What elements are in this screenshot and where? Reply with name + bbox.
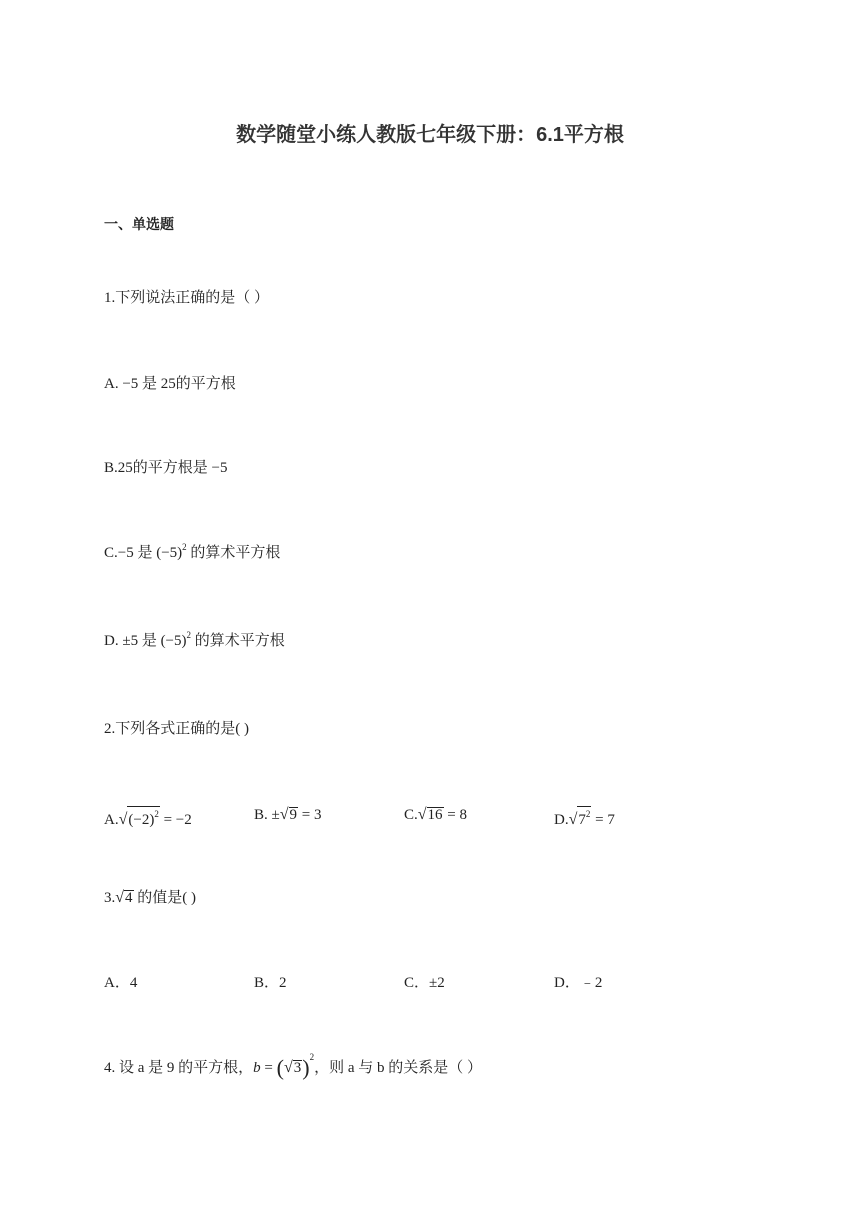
radicand: 3 <box>293 1060 302 1076</box>
radicand: 4 <box>125 890 133 906</box>
radical-icon: √ <box>568 811 578 828</box>
question-3-stem: 3.√4 的值是( ) <box>104 889 197 906</box>
option-label: A. <box>104 812 119 828</box>
exponent: 2 <box>309 1052 315 1062</box>
open-paren: ( <box>276 1055 284 1080</box>
question-3-option-a: A．4 <box>104 975 138 991</box>
section-heading: 一、单选题 <box>104 216 174 232</box>
question-3-option-c: C．±2 <box>404 975 445 991</box>
equation-rest: = 7 <box>591 812 615 828</box>
page-title: 数学随堂小练人教版七年级下册：6.1平方根 <box>236 124 624 146</box>
option-c-text: C.−5 是 (−5) <box>104 545 183 561</box>
radical-icon: √ <box>417 806 427 823</box>
radical-icon: √ <box>118 811 128 828</box>
question-4-stem: 4. 设 a 是 9 的平方根，$b = (√3)^2$，则 a 与 b 的关系是（ ） <box>104 1052 482 1080</box>
question-3-option-d: D．﹣2 <box>554 975 603 991</box>
radicand: $(-2)^2$ <box>127 806 159 828</box>
option-label: D. <box>554 812 569 828</box>
question-1-option-c <box>104 541 280 562</box>
question-1-option-d <box>104 629 285 650</box>
question-1-stem: 1.下列说法正确的是（ ） <box>104 290 270 306</box>
equation-rest: = 8 <box>443 807 468 823</box>
equation-rest: = −2 <box>159 812 192 828</box>
radical-icon: √ <box>279 806 289 823</box>
variable-b: b <box>253 1060 261 1076</box>
question-2-option-a <box>104 806 192 829</box>
radicand: $7^2$ <box>577 806 591 828</box>
exponent: 2 <box>182 542 187 552</box>
option-d-text: D. ±5 是 (−5) <box>104 633 187 649</box>
option-d-suffix: 的算术平方根 <box>191 633 285 649</box>
question-3-option-b: B．2 <box>254 975 287 991</box>
question-1-option-a: A. −5 是 25的平方根 <box>104 376 236 392</box>
exponent: 2 <box>186 630 192 640</box>
question-2-option-b <box>254 806 322 824</box>
radical-icon: √ <box>283 1059 293 1076</box>
question-2-option-c <box>404 806 467 824</box>
option-label: B. ± <box>254 807 280 823</box>
question-2-option-d <box>554 806 615 829</box>
equation-rest: = 3 <box>298 807 322 823</box>
question-1-option-b: B.25的平方根是 −5 <box>104 460 228 476</box>
radicand: 16 <box>427 807 443 823</box>
option-c-suffix: 的算术平方根 <box>186 545 281 561</box>
radical-icon: √ <box>115 889 125 906</box>
radicand: 9 <box>289 807 298 823</box>
close-paren: ) <box>302 1055 310 1080</box>
option-label: C. <box>404 807 418 823</box>
question-2-stem: 2.下列各式正确的是( ) <box>104 721 249 737</box>
